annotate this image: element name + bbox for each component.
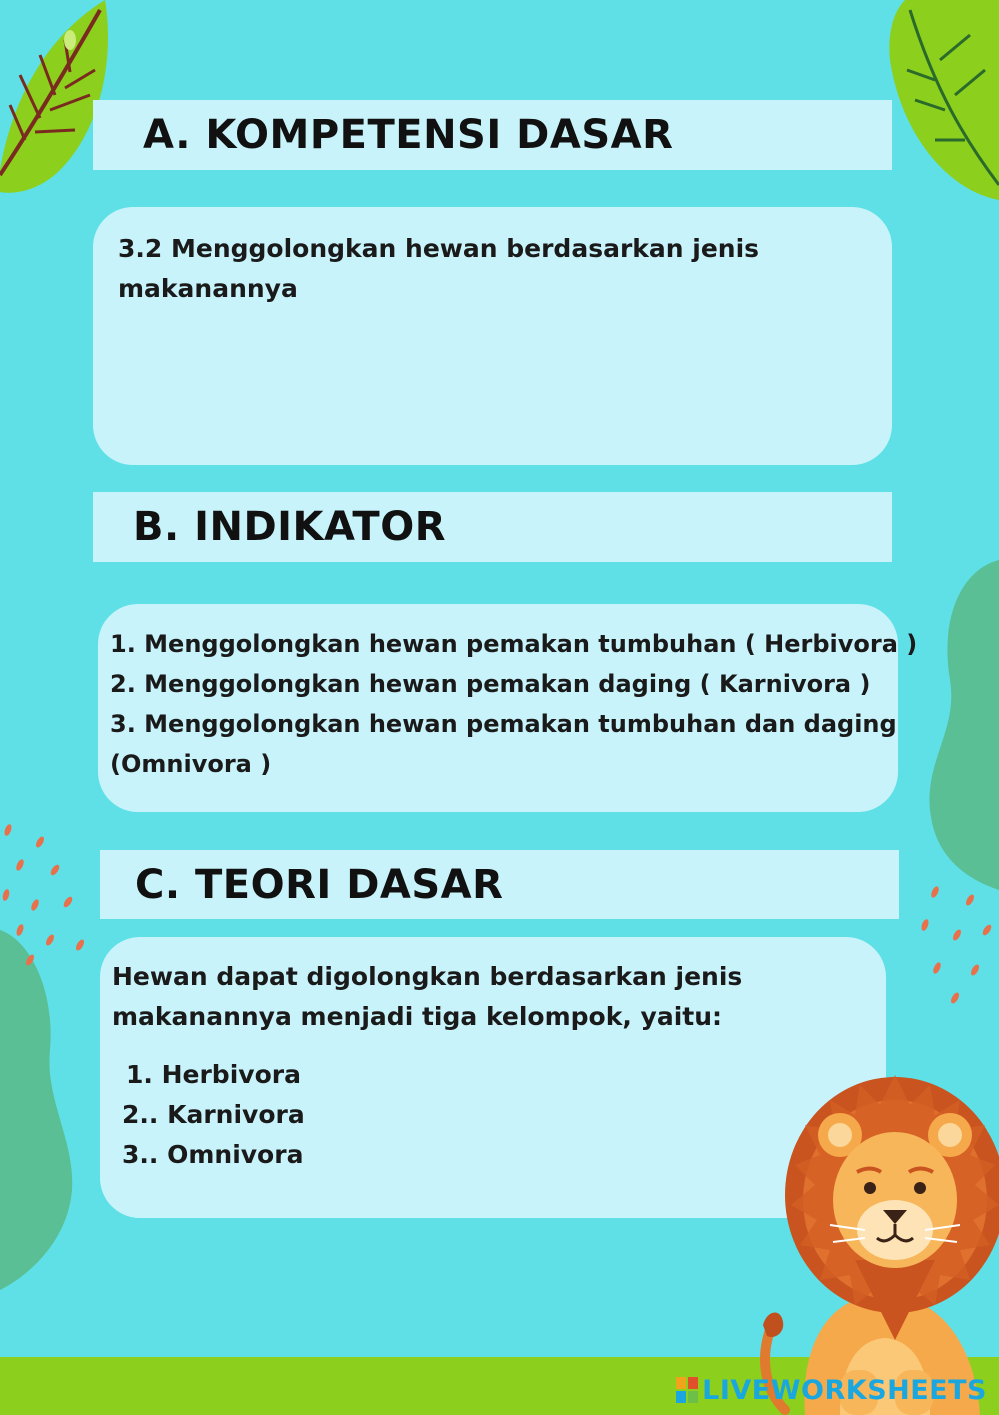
- competency-line-1: 3.2 Menggolongkan hewan berdasarkan jenis: [118, 234, 760, 263]
- liveworksheets-logo-icon: [676, 1377, 698, 1403]
- lion-icon: [745, 1070, 999, 1415]
- right-blob-decoration: [920, 560, 999, 890]
- competency-line-2: makanannya: [118, 274, 298, 303]
- left-blob-decoration: [0, 930, 80, 1290]
- liveworksheets-watermark: [676, 1375, 987, 1405]
- indicator-line-1: 1. Menggolongkan hewan pemakan tumbuhan ( Herbivora ): [110, 630, 918, 658]
- list-item-omnivora: 3.. Omnivora: [122, 1140, 304, 1169]
- list-item-karnivora: 2.. Karnivora: [122, 1100, 305, 1129]
- dots-right-decoration: [915, 880, 999, 1010]
- section-c-title: C. TEORI DASAR: [135, 861, 504, 908]
- section-a-header: [93, 100, 892, 170]
- section-a-card: [93, 207, 892, 465]
- dots-left-decoration: [0, 820, 90, 970]
- section-b-card: [98, 604, 918, 812]
- section-a-title: A. KOMPETENSI DASAR: [143, 112, 674, 158]
- indicator-line-3: 3. Menggolongkan hewan pemakan tumbuhan dan daging: [110, 710, 897, 738]
- list-item-herbivora: 1. Herbivora: [126, 1060, 301, 1089]
- indicator-line-2: 2. Menggolongkan hewan pemakan daging ( Karnivora ): [110, 670, 871, 698]
- indicator-line-4: (Omnivora ): [110, 750, 272, 778]
- theory-intro-line-1: Hewan dapat digolongkan berdasarkan jenis: [112, 962, 743, 991]
- watermark-text: LIVEWORKSHEETS: [702, 1374, 987, 1406]
- leaf-top-right-icon: [885, 0, 999, 200]
- section-b-header: [93, 492, 892, 562]
- theory-intro-line-2: makanannya menjadi tiga kelompok, yaitu:: [112, 1002, 723, 1031]
- section-c-header: [100, 850, 899, 919]
- section-b-title: B. INDIKATOR: [133, 504, 446, 550]
